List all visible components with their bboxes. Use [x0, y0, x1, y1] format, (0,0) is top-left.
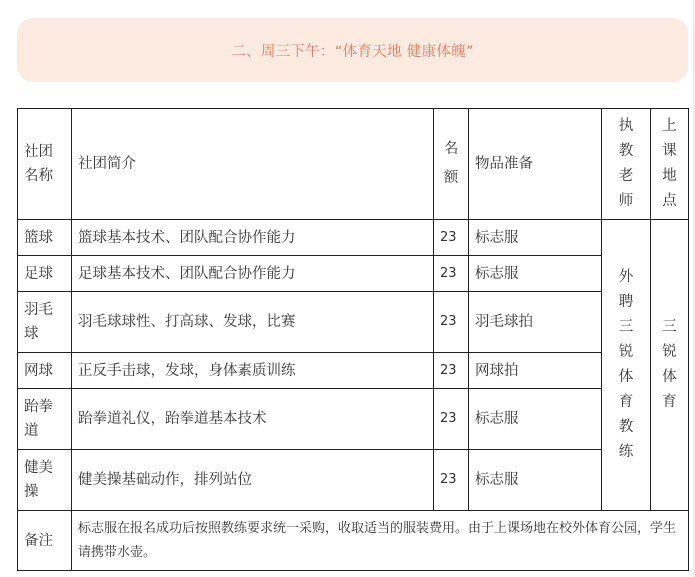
table-row: [18, 389, 689, 450]
items-cell: 标志服: [469, 450, 602, 511]
club-intro-cell: 健美操基础动作，排列站位: [72, 450, 434, 511]
table-row: [18, 220, 689, 256]
note-row: [18, 511, 689, 571]
header-club-name: 社团名称: [18, 109, 72, 220]
club-name-cell: 足球: [18, 256, 72, 292]
header-intro: 社团简介: [72, 109, 434, 220]
quota-cell: 23: [434, 353, 469, 389]
note-text: 标志服在报名成功后按照教练要求统一采购，收取适当的服装费用。由于上课场地在校外体育公园，学生请携带水壶。: [72, 511, 689, 571]
header-teacher: 执教老师: [602, 109, 651, 220]
table-row: [18, 292, 689, 353]
table-header-row: [18, 109, 689, 220]
club-name-cell: 健美操: [18, 450, 72, 511]
quota-cell: 23: [434, 256, 469, 292]
items-cell: 羽毛球拍: [469, 292, 602, 353]
location-cell: 三锐体育: [651, 220, 689, 511]
section-title: 二、周三下午：“体育天地 健康体魄”: [231, 43, 474, 60]
club-intro-cell: 正反手击球，发球，身体素质训练: [72, 353, 434, 389]
items-cell: 网球拍: [469, 353, 602, 389]
table-row: [18, 353, 689, 389]
quota-cell: 23: [434, 292, 469, 353]
header-quota: 名额: [434, 109, 469, 220]
club-name-cell: 网球: [18, 353, 72, 389]
header-location: 上课地点: [651, 109, 689, 220]
club-name-cell: 篮球: [18, 220, 72, 256]
club-intro-cell: 篮球基本技术、团队配合协作能力: [72, 220, 434, 256]
club-table: [17, 108, 689, 571]
club-intro-cell: 跆拳道礼仪，跆拳道基本技术: [72, 389, 434, 450]
section-banner: [17, 18, 688, 82]
quota-cell: 23: [434, 450, 469, 511]
quota-cell: 23: [434, 220, 469, 256]
quota-cell: 23: [434, 389, 469, 450]
table-row: [18, 450, 689, 511]
club-intro-cell: 足球基本技术、团队配合协作能力: [72, 256, 434, 292]
club-name-cell: 羽毛球: [18, 292, 72, 353]
note-label: 备注: [18, 511, 72, 571]
club-name-cell: 跆拳道: [18, 389, 72, 450]
items-cell: 标志服: [469, 220, 602, 256]
header-items: 物品准备: [469, 109, 602, 220]
club-intro-cell: 羽毛球球性、打高球、发球，比赛: [72, 292, 434, 353]
items-cell: 标志服: [469, 256, 602, 292]
items-cell: 标志服: [469, 389, 602, 450]
table-row: [18, 256, 689, 292]
teacher-cell: 外聘三锐体育教练: [602, 220, 651, 511]
